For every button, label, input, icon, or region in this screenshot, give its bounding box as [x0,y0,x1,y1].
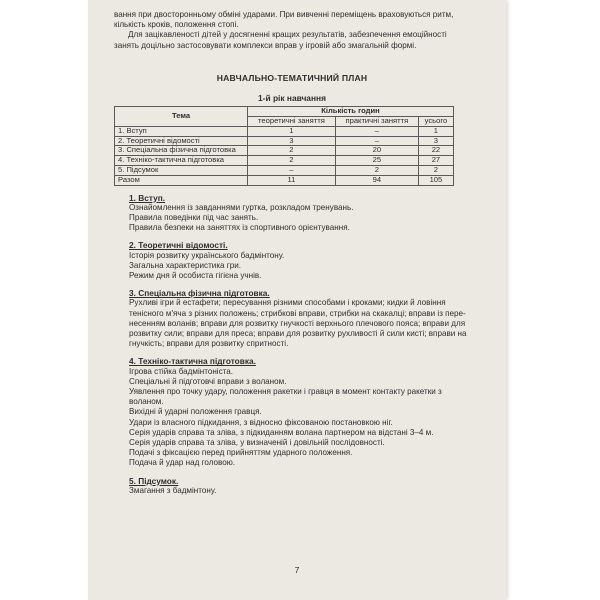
section-technical-training [114,356,470,468]
section-intro [114,193,470,234]
cell-practice: 20 [335,146,418,156]
intro-line: занять доцільно застосовувати комплекси вправ у ігровій або змагальній формі. [114,40,417,50]
intro-line: вання при двосторонньому обміні ударами. При вивченні переміщень враховуються ритм, [114,10,454,19]
intro-line: Для зацікавленості дітей у досягненні кращих результатів, забезпечення емоційності [128,30,447,40]
table-row [115,166,454,176]
cell-theory: 2 [248,146,336,156]
section-title: 5. Підсумок. [129,475,179,486]
section-line: Спеціальні й підготовчі вправи з воланом. [129,376,287,386]
section-line: гнучкість; вправи для розвитку спритності. [129,339,289,349]
cell-topic: 4. Техніко-тактична підготовка [115,156,248,166]
section-theory [114,240,470,281]
section-line: Правила поведінки під час занять. [129,213,259,222]
cell-total: 3 [418,136,453,146]
section-line: Правила безпеки на заняттях із спортивного орієнтування. [129,223,350,233]
intro-line: кількість кроків, положення стопі. [114,20,239,30]
table-row-total [115,175,454,185]
section-line: Загальна характеристика гри. [129,260,242,270]
table-row [115,156,454,166]
cell-total: 1 [418,126,453,136]
section-line: Удари із власного підкидання, з відносно фіксованою постановкою ніг. [129,417,393,427]
header-hours: Кількість годин [248,107,454,117]
cell-total: 22 [418,146,453,156]
section-summary [114,476,470,496]
cell-total: 2 [418,166,453,176]
cell-topic: 1. Вступ [115,126,248,136]
header-practice: практичні заняття [335,117,418,127]
document-page [88,0,506,600]
section-physical-training [114,288,470,349]
cell-topic: Разом [115,175,248,185]
plan-title: НАВЧАЛЬНО-ТЕМАТИЧНИЙ ПЛАН [216,72,368,83]
plan-table [114,106,454,185]
section-title: 4. Техніко-тактична підготовка. [129,356,256,367]
cell-practice: 25 [335,156,418,166]
section-line: Ознайомлення із завданнями гуртка, розкладом тренувань. [129,202,354,212]
section-line: Серія ударів справа та зліва, з підкиданням волана партнером на відстані 3–4 м. [129,427,434,437]
header-theory: теоретичні заняття [248,117,336,127]
cell-topic: 3. Спеціальна фізична підготовка [115,146,248,156]
page-content [114,10,470,496]
section-line: Серія ударів справа та зліва, у визначеній і довільній послідовності. [129,438,385,448]
page-number: 7 [294,565,300,575]
cell-total: 105 [418,175,453,185]
section-line: Історія розвитку українського бадмінтону. [129,250,285,260]
cell-theory: 1 [248,126,336,136]
section-line: тенісного м'яча з різних положень; стрибкові вправи, стрибки на скакалці; вправи із пере- [129,308,466,318]
header-topic: Тема [115,107,248,127]
cell-theory: 2 [248,156,336,166]
cell-practice: 2 [335,166,418,176]
section-line: Рухливі ігри й естафети; пересування різними способами і кроками; кидки й ловіння [129,298,446,308]
section-line: Подачі з фіксацією перед прийняттям ударного положення. [129,448,353,458]
cell-topic: 5. Підсумок [115,166,248,176]
section-title: 2. Теоретичні відомості. [129,240,228,251]
section-line: несенням воланів; вправи для розвитку гнучкості верхнього плечового пояса; вправи для [129,318,466,328]
cell-topic: 2. Теоретичні відомості [115,136,248,146]
section-line: розвитку сили; вправи для преса; вправи для розвитку рухливості й сили кисті; вправи на [129,329,467,339]
cell-theory: 11 [248,175,336,185]
intro-paragraph [114,10,470,51]
plan-subtitle: 1-й рік навчання [258,93,326,104]
section-line: Ігрова стійка бадмінтоніста. [129,366,234,376]
table-row [115,126,454,136]
section-line: Подача й удар над головою. [129,458,236,468]
cell-theory: 3 [248,136,336,146]
section-line: воланом. [129,397,164,407]
section-line: Уявлення про точку удару, положення ракетки і гравця в момент контакту ракетки з [129,387,442,397]
section-title: 3. Спеціальна фізична підготовка. [129,288,270,299]
section-line: Вихідні й ударні положення гравця. [129,407,262,417]
cell-total: 27 [418,156,453,166]
section-line: Змагання з бадмінтону. [129,485,217,495]
cell-practice: 94 [335,175,418,185]
cell-theory: – [248,166,336,176]
section-line: Режим дня й особиста гігієна учнів. [129,271,262,281]
cell-practice: – [335,126,418,136]
section-title: 1. Вступ. [129,192,166,203]
header-total: усього [418,117,453,127]
cell-practice: – [335,136,418,146]
